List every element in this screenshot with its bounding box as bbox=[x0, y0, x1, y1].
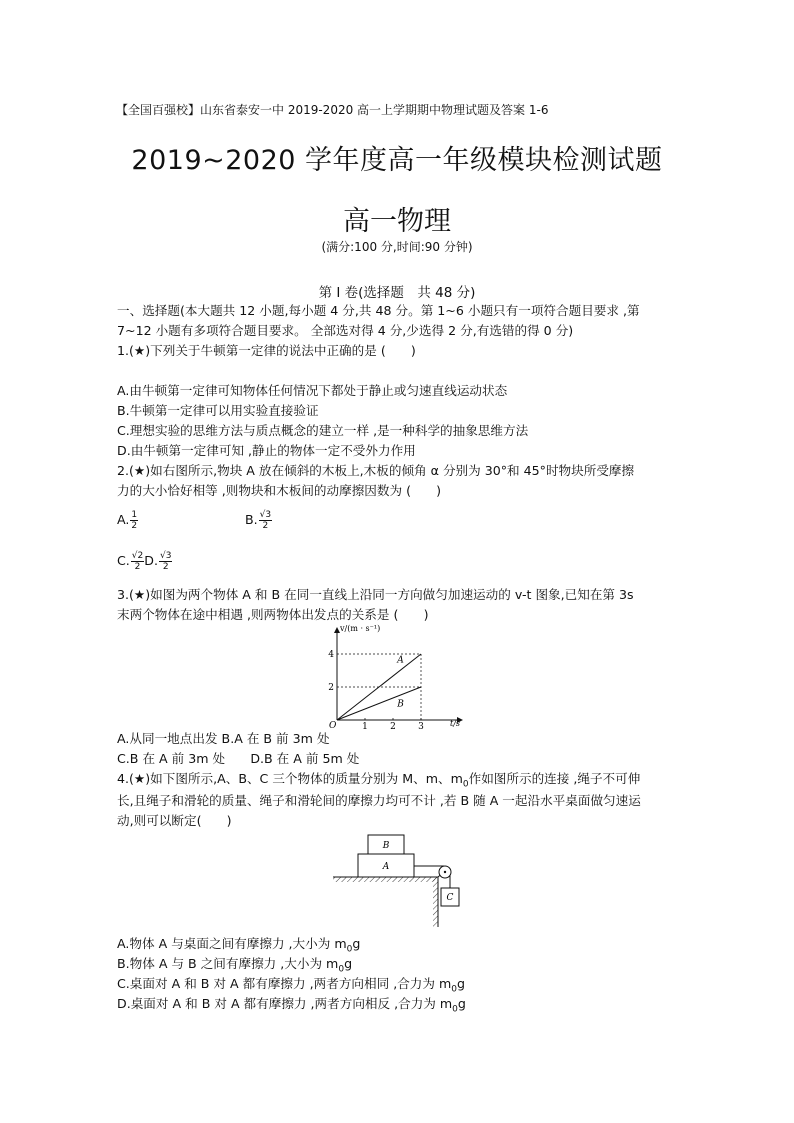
q1-option-b: B.牛顿第一定律可以用实验直接验证 bbox=[117, 403, 319, 418]
block-b-label: B bbox=[382, 841, 390, 851]
mass-subscript: 0 bbox=[346, 944, 353, 955]
x-axis-label: t/s bbox=[450, 719, 461, 728]
q2-option-c-label: C. bbox=[117, 553, 130, 568]
q1-option-d: D.由牛顿第一定律可知 ,静止的物体一定不受外力作用 bbox=[117, 443, 416, 458]
exam-info: (满分:100 分,时间:90 分钟) bbox=[321, 240, 473, 254]
q2-option-a-label: A. bbox=[117, 512, 130, 527]
q2-option-a-fraction bbox=[130, 510, 138, 531]
q4-option-d-text: D.桌面对 A 和 B 对 A 都有摩擦力 ,两者方向相反 ,合力为 m bbox=[117, 996, 453, 1011]
q2-option-b-fraction bbox=[259, 510, 272, 531]
pulley-diagram bbox=[328, 833, 468, 927]
document-header: 【全国百强校】山东省泰安一中 2019-2020 高一上学期期中物理试题及答案 1-6 bbox=[116, 103, 549, 117]
q2-option-d-label: D. bbox=[144, 553, 158, 568]
q2-options-cd bbox=[117, 551, 172, 572]
q4-stem-line-3: 动,则可以断定( ) bbox=[117, 813, 232, 828]
table-edge-hatch bbox=[433, 877, 438, 927]
section-title: 第 I 卷(选择题 共 48 分) bbox=[318, 285, 476, 301]
fraction-numerator: √2 bbox=[131, 551, 144, 561]
mass-subscript: 0 bbox=[338, 964, 345, 975]
q4-option-a-tail: g bbox=[352, 936, 361, 951]
fraction-denominator: 2 bbox=[131, 521, 138, 531]
vt-graph bbox=[322, 622, 472, 732]
mass-subscript: 0 bbox=[451, 984, 457, 995]
mass-subscript: 0 bbox=[452, 1004, 458, 1015]
exam-title: 2019~2020 学年度高一年级模块检测试题 bbox=[131, 145, 663, 176]
q4-option-c-tail: g bbox=[457, 976, 465, 991]
y-tick-label: 2 bbox=[328, 683, 334, 693]
q4-option-b-tail: g bbox=[344, 956, 353, 971]
q1-option-a: A.由牛顿第一定律可知物体任何情况下都处于静止或匀速直线运动状态 bbox=[117, 383, 508, 398]
q2-option-b-label: B. bbox=[245, 512, 258, 527]
origin-label: O bbox=[329, 721, 337, 731]
q2-stem-line-2: 力的大小恰好相等 ,则物块和木板间的动摩擦因数为 ( ) bbox=[117, 483, 442, 498]
series-label-b: B bbox=[397, 699, 404, 710]
q3-stem-line-1: 3.(★)如图为两个物体 A 和 B 在同一直线上沿同一方向做匀加速运动的 v-t 图象,已知在第 3s bbox=[117, 587, 634, 602]
q3-options-cd: C.B 在 A 前 3m 处 D.B 在 A 前 5m 处 bbox=[117, 751, 360, 766]
q1-stem: 1.(★)下列关于牛顿第一定律的说法中正确的是 ( ) bbox=[117, 343, 416, 358]
series-line-b bbox=[337, 687, 421, 720]
series-label-a: A bbox=[397, 655, 404, 666]
q4-option-c-text: C.桌面对 A 和 B 对 A 都有摩擦力 ,两者方向相同 ,合力为 m bbox=[117, 976, 452, 991]
subject-title: 高一物理 bbox=[343, 206, 451, 237]
block-c-label: C bbox=[446, 893, 454, 903]
q1-option-c: C.理想实验的思维方法与质点概念的建立一样 ,是一种科学的抽象思维方法 bbox=[117, 423, 529, 438]
q2-option-c-fraction bbox=[131, 551, 144, 572]
q4-stem-line-2: 长,且绳子和滑轮的质量、绳子和滑轮间的摩擦力均可不计 ,若 B 随 A 一起沿水平桌面做匀速运 bbox=[117, 793, 641, 808]
q4-stem-text-cont: 作如图所示的连接 ,绳子不可伸 bbox=[468, 771, 641, 786]
q4-option-d bbox=[117, 994, 466, 1020]
q4-option-a-text: A.物体 A 与桌面之间有摩擦力 ,大小为 m bbox=[117, 936, 347, 951]
fraction-numerator: √3 bbox=[259, 510, 272, 520]
y-tick-label: 4 bbox=[328, 650, 334, 660]
q4-option-b-text: B.物体 A 与 B 之间有摩擦力 ,大小为 m bbox=[117, 956, 339, 971]
q2-stem-line-1: 2.(★)如右图所示,物块 A 放在倾斜的木板上,木板的倾角 α 分别为 30°和 45°时物块所受摩擦 bbox=[117, 463, 635, 478]
mass-subscript: 0 bbox=[462, 779, 469, 790]
table-surface-hatch bbox=[333, 877, 438, 882]
instructions-line-2: 7~12 小题有多项符合题目要求。 全部选对得 4 分,少选得 2 分,有选错的得 0 分) bbox=[117, 323, 574, 338]
fraction-denominator: 2 bbox=[162, 562, 169, 572]
instructions-line-1: 一、选择题(本大题共 12 小题,每小题 4 分,共 48 分。第 1~6 小题只有一项符合题目要求 ,第 bbox=[117, 303, 640, 318]
q3-stem-line-2: 末两个物体在途中相遇 ,则两物体出发点的关系是 ( ) bbox=[117, 607, 429, 622]
x-tick-label: 2 bbox=[390, 722, 396, 732]
fraction-denominator: 2 bbox=[262, 521, 269, 531]
q4-option-d-tail: g bbox=[457, 996, 466, 1011]
block-a-label: A bbox=[382, 862, 390, 872]
fraction-numerator: 1 bbox=[131, 510, 138, 520]
fraction-denominator: 2 bbox=[134, 562, 141, 572]
q2-option-b bbox=[245, 510, 272, 531]
q3-options-ab: A.从同一地点出发 B.A 在 B 前 3m 处 bbox=[117, 731, 330, 746]
y-axis-label: v/(m · s⁻¹) bbox=[340, 624, 381, 633]
q2-option-d-fraction bbox=[159, 551, 172, 572]
pulley-axle bbox=[444, 871, 446, 873]
x-tick-label: 1 bbox=[362, 722, 368, 732]
fraction-numerator: √3 bbox=[159, 551, 172, 561]
q4-stem-text: 4.(★)如下图所示,A、B、C 三个物体的质量分别为 M、m、m bbox=[117, 771, 463, 786]
q2-option-a bbox=[117, 510, 138, 531]
x-tick-label: 3 bbox=[418, 722, 424, 732]
